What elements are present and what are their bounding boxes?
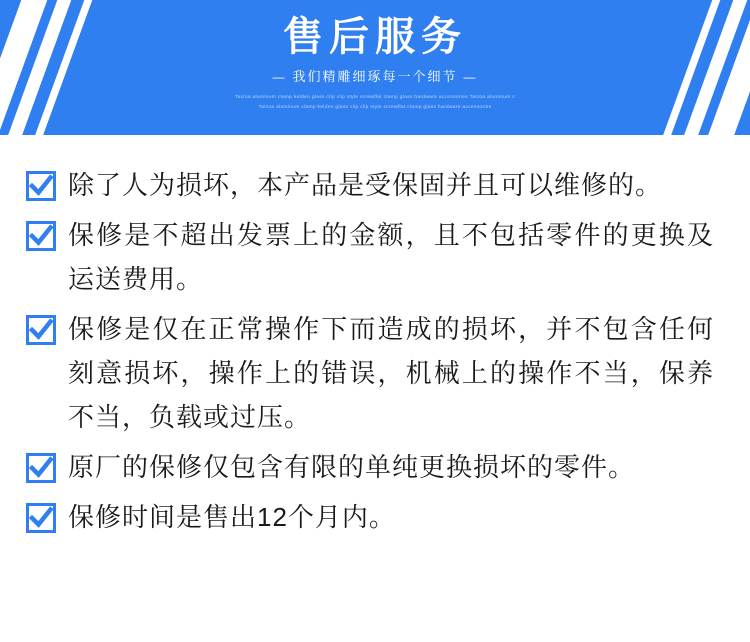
list-item-label: 保修时间是售出12个月内。	[68, 502, 396, 532]
banner-content	[0, 0, 750, 112]
banner-fine-print	[8, 93, 743, 112]
list-item	[26, 495, 714, 539]
list-item-label: 除了人为损坏，本产品是受保固并且可以维修的。	[68, 170, 663, 200]
dash-left: —	[272, 70, 287, 84]
checkbox-checked-icon	[26, 221, 56, 251]
banner-fine-print-line-1: Taizoa aluminum clamp kelden glass clip clip style screwflat clamp glass hardware accessories Taizoa aluminum c	[234, 94, 516, 101]
list-item-label: 保修是仅在正常操作下而造成的损坏，并不包含任何刻意损坏，操作上的错误，机械上的操作不当，保养不当，负载或过压。	[68, 314, 714, 432]
checkbox-checked-icon	[26, 171, 56, 201]
checkbox-checked-icon	[26, 453, 56, 483]
list-item	[26, 307, 714, 439]
list-item	[26, 445, 714, 489]
header-banner	[0, 0, 750, 135]
banner-subtitle-row	[0, 66, 750, 85]
list-item	[26, 163, 714, 207]
banner-fine-print-line-2: Taizoa aluminum clamp kelden glass clip clip style screwflat clamp glass hardware accessories	[258, 103, 492, 110]
list-item	[26, 213, 714, 301]
checkbox-checked-icon	[26, 315, 56, 345]
list-item-label: 原厂的保修仅包含有限的单纯更换损坏的零件。	[68, 452, 636, 482]
terms-list	[0, 135, 750, 545]
checkbox-checked-icon	[26, 503, 56, 533]
list-item-label: 保修是不超出发票上的金额，且不包括零件的更换及运送费用。	[68, 220, 714, 294]
page-title: 售后服务	[283, 15, 467, 59]
banner-subtitle: 我们精雕细琢每一个细节	[292, 69, 458, 84]
dash-right: —	[463, 70, 478, 84]
